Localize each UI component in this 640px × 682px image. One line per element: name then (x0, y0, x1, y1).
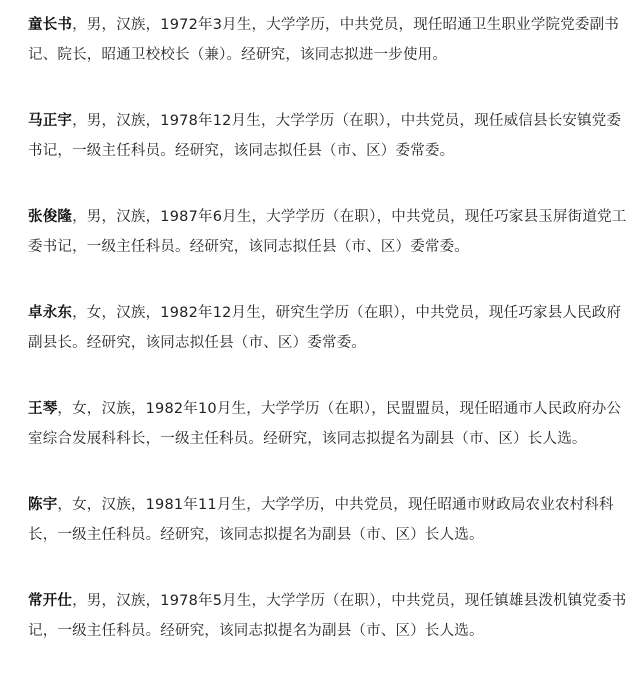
entry-name: 王琴 (28, 401, 58, 417)
entry-text: ，女，汉族，1982年12月生，研究生学历（在职），中共党员，现任巧家县人民政府副县长。经研究，该同志拟任县（市、区）委常委。 (28, 305, 622, 351)
entry-name: 张俊隆 (28, 209, 73, 225)
entry-name: 常开仕 (28, 593, 73, 609)
entry-text: ，男，汉族，1987年6月生，大学学历（在职），中共党员，现任巧家县玉屏街道党工委书记，一级主任科员。经研究，该同志拟任县（市、区）委常委。 (28, 209, 627, 255)
entry-5 (28, 394, 632, 454)
entry-text: ，男，汉族，1972年3月生，大学学历，中共党员，现任昭通卫生职业学院党委副书记、院长，昭通卫校校长（兼）。经研究，该同志拟进一步使用。 (28, 17, 620, 63)
entry-text: ，男，汉族，1978年5月生，大学学历（在职），中共党员，现任镇雄县泼机镇党委书记，一级主任科员。经研究，该同志拟提名为副县（市、区）长人选。 (28, 593, 627, 639)
entry-name: 卓永东 (28, 305, 73, 321)
entry-6 (28, 490, 632, 550)
entry-text: ，女，汉族，1982年10月生，大学学历（在职），民盟盟员，现任昭通市人民政府办公室综合发展科科长，一级主任科员。经研究，该同志拟提名为副县（市、区）长人选。 (28, 401, 622, 447)
entry-name: 马正宇 (28, 113, 73, 129)
entry-text: ，男，汉族，1978年12月生，大学学历（在职），中共党员，现任威信县长安镇党委书记，一级主任科员。经研究，该同志拟任县（市、区）委常委。 (28, 113, 622, 159)
document-body (28, 10, 632, 682)
entry-name: 童长书 (28, 17, 73, 33)
entry-4 (28, 298, 632, 358)
entry-7 (28, 586, 632, 646)
entry-text: ，女，汉族，1981年11月生，大学学历，中共党员，现任昭通市财政局农业农村科科长，一级主任科员。经研究，该同志拟提名为副县（市、区）长人选。 (28, 497, 614, 543)
entry-3 (28, 202, 632, 262)
entry-2 (28, 106, 632, 166)
entry-1 (28, 10, 632, 70)
entry-name: 陈宇 (28, 497, 58, 513)
